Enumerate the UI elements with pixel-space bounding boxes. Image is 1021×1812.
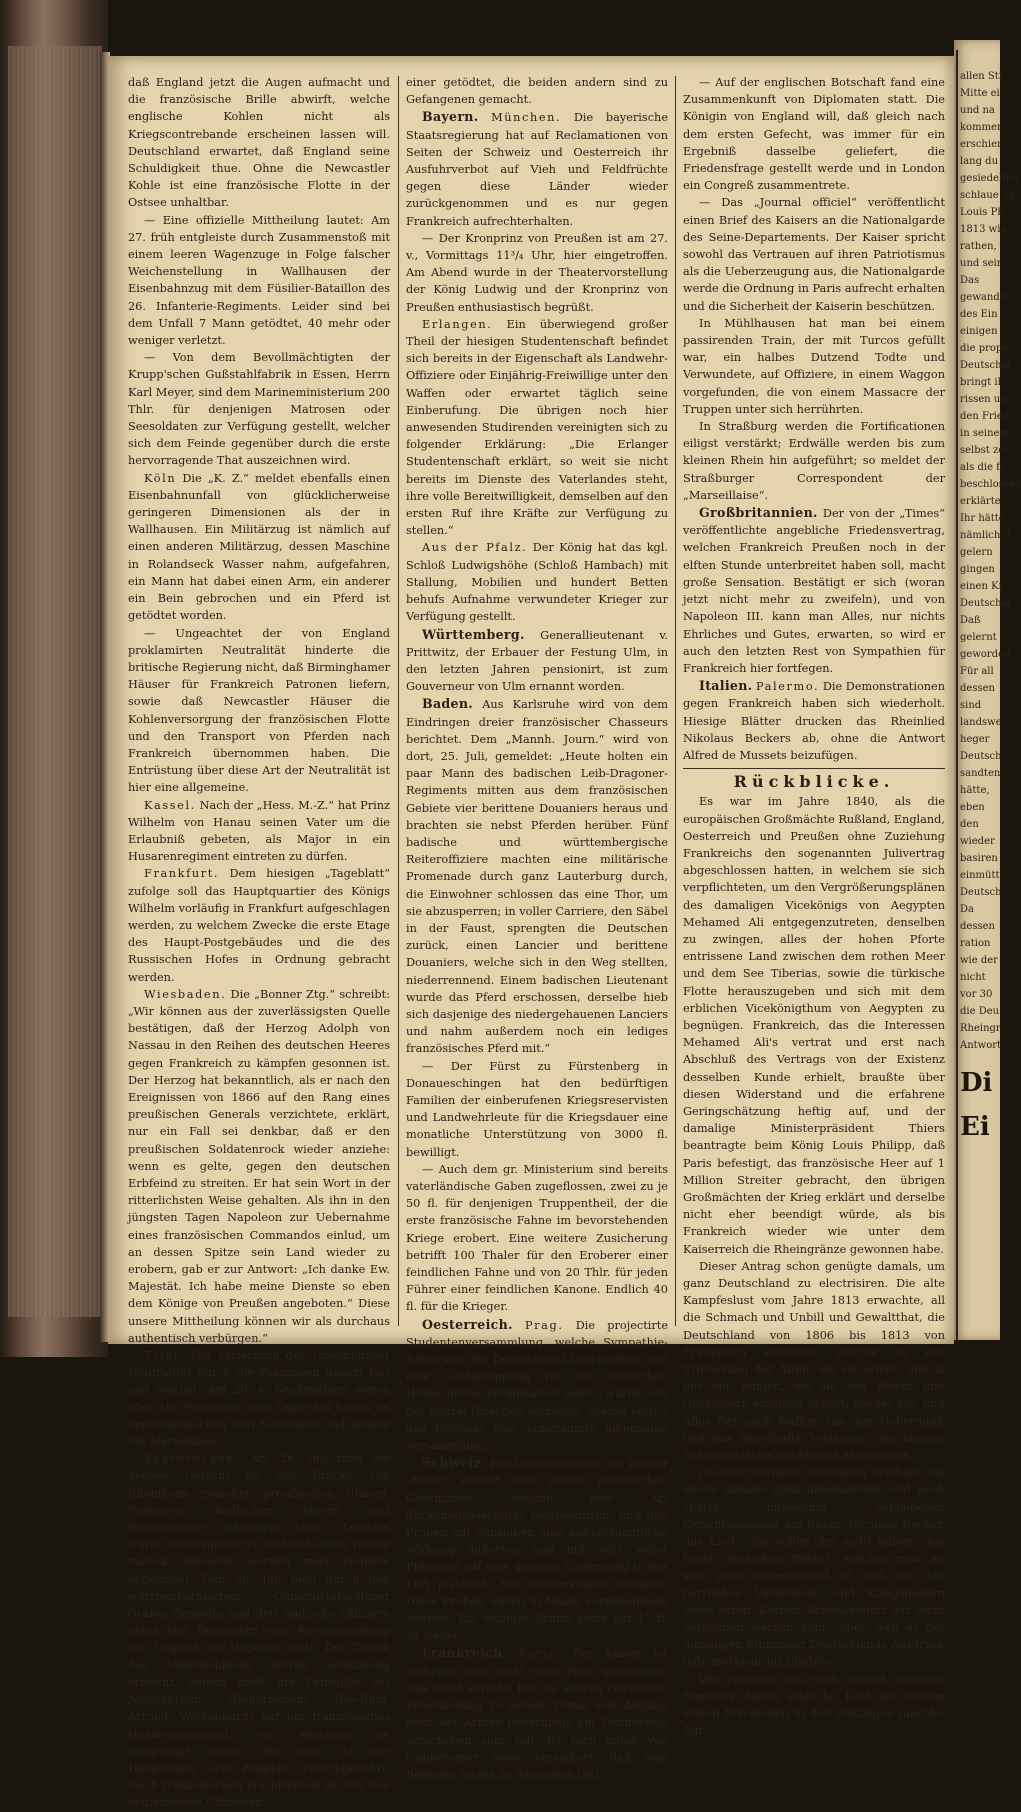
next-page-rule (956, 50, 958, 1340)
edge-text-line: dessen (960, 921, 995, 932)
article-paragraph (406, 1454, 668, 1644)
book-spine (0, 0, 108, 1357)
edge-text-line: des Ein (960, 309, 998, 320)
edge-text-line: die propo (960, 343, 1009, 354)
edge-text-line: Antwort (960, 1040, 1002, 1051)
newspaper-page (108, 56, 954, 1810)
dateline: Paris. (519, 1647, 561, 1661)
edge-text-line: sind (960, 700, 982, 711)
edge-text-line: lang du (960, 156, 999, 167)
spine-texture (8, 46, 102, 1317)
article-paragraph (406, 1161, 668, 1316)
article-text: Der Kaiser ist mehrere Tage nicht nach Paris gekommen, was nicht verfehlt hat, zu allerlei Gerüchten Veranlassung zu geben, zumal sein Abgang nach der Armee neuerdings auf Donnerstag verschoben sein soll. Es wird indeß von competenter Seite versichert, daß sein Befinden nichts zu wünschen läßt. (406, 1647, 668, 1781)
article-paragraph (683, 677, 945, 764)
edge-text-line: Das (960, 275, 980, 286)
article-paragraph (406, 626, 668, 696)
article-paragraph (128, 625, 390, 797)
article-paragraph (128, 797, 390, 866)
article-text: Am 26. Juli fand ein kleines Gefecht an der Brücke von Rheinheim zwischen preußischen Ulanen, Pionieren, badischen Jägern und französischer Infanterie statt; Letztere wurde zurückgeworfen und ließ einen Todten zurück, diesseits wurden zwei Pioniere verwundet. Den 26. Juli fand durch den württembergischen Generalstabsoffizier Grafen Zeppelin und drei badische Offiziere nebst vier Dragonern eine Recognoscirung der Gegend um Hagenau statt. Der Zweck des Unternehmens wurde vollständig erreicht, jedoch stieß die Patrouille bei Niederbronn (Departement Bas-Rhin, Arrond. Weißenburg) auf ein französisches Husarenregiment, von welchem sie zersprengt wurde. Bis jetzt ist nur Hauptmann Graf Zeppelin zurückgekehrt. Nach französischen Nachrichten ist von den begleitenden Offizieren (128, 1452, 390, 1810)
article-text: Dem hiesigen „Tageblatt“ zufolge soll das Hauptquartier des Königs Wilhelm vorläufig in Frankfurt aufgeschlagen werden, zu welchem Zwecke die erste Etage des Haupt-Postgebäudes und die des Russischen Hofes in Ordnung gebracht werden. (128, 867, 390, 984)
edge-text-line: heger (960, 734, 990, 745)
article-paragraph (406, 539, 668, 625)
dateline: Erlangen. (422, 317, 493, 331)
edge-text-line: Louis Ph (960, 207, 1004, 218)
edge-text-line: selbst zer (960, 445, 1009, 456)
article-text: — Der Kronprinz von Preußen ist am 27. v., Vormittags 11³/₄ Uhr, hier eingetroffen. Am Abend wurde in der Theatervorstellung der König Ludwig und der Kronprinz von Preußen enthusiastisch begrüßt. (406, 231, 668, 314)
article-text: Der von der „Times“ veröffentlichte angebliche Friedensvertrag, welchen Frankreich Preußen noch in der elften Stunde unterbreitet haben soll, macht große Sensation. Bestätigt er sich (woran jetzt nicht mehr zu zweifeln), und von Napoleon III. kann man Alles, nur nichts Ehrliches und Gutes, erwarten, so wird er auch den letzten Rest von Sympathien für Frankreich hier fortfegen. (683, 507, 945, 675)
column-2 (406, 74, 669, 1781)
edge-text-line: schlaue un (960, 190, 1015, 201)
article-text: Die Verletzung der Luxemburger Neutralität durch die Franzosen dauert fort und wächst. Am 26. v. Nachmittags waren über 100 Franzosen vom Lager bei Sierck im luxemburgischen Dorf Schlengen und sangen die Marseillaise. (128, 1349, 390, 1449)
edge-text-line: basiren (960, 853, 998, 864)
article-paragraph (406, 108, 668, 229)
article-paragraph (128, 1347, 390, 1450)
edge-text-line: nicht (960, 972, 986, 983)
article-text: Generallieutenant v. Prittwitz, der Erbauer der Festung Ulm, in den letzten Jahren pensionirt, ist zum Gouverneur von Ulm ernannt worden. (406, 628, 668, 694)
edge-text-line: wieder (960, 836, 995, 847)
next-page-text (960, 68, 1021, 1142)
dateline: Saarbrücken. (144, 1452, 241, 1466)
article-paragraph (128, 212, 390, 350)
article-paragraph (683, 1258, 945, 1464)
article-title: Frankreich. (422, 1645, 508, 1661)
edge-text-line: in seinem (960, 428, 1009, 439)
dateline: Wiesbaden. (144, 987, 227, 1001)
edge-text-line: Deutsch (960, 751, 1002, 762)
edge-text-line: gesiedelten (960, 173, 1019, 184)
article-title: Oesterreich. (422, 1316, 513, 1332)
edge-text-line: hätte, (960, 785, 990, 796)
edge-text-line: erschien (960, 139, 1004, 150)
edge-text-line: Daß (960, 615, 981, 626)
column-3 (683, 74, 945, 1738)
dateline: Aus der Pfalz. (422, 541, 528, 555)
edge-headline: Di (960, 1068, 993, 1098)
article-text: Ein überwiegend großer Theil der hiesigen Studentenschaft befindet sich bereits in der Eigenschaft als Landwehr-Offiziere oder Einjährig-Freiwillige unter den Waffen oder erwartet täglich seine Einberufung. Die übrigen noch hier anwesenden Studirenden vereinigten sich zu folgender Erklärung: „Die Erlanger Studentenschaft erklärt, so weit sie nicht bereits im Dienste des Vaterlandes steht, ihre volle Bereitwilligkeit, demselben auf den ersten Ruf ihre Kräfte zur Verfügung zu stellen.“ (406, 317, 668, 538)
article-text: Die „Bonner Ztg.“ schreibt: „Wir können aus der zuverlässigsten Quelle bestätigen, daß der Herzog Adolph von Nassau in den Reihen des deutschen Heeres gegen Frankreich zu kämpfen gesonnen ist. Der Herzog hat bekanntlich, als er nach den Ereignissen von 1866 auf den Rang eines preußischen Generals verzichtete, erklärt, nur ein Fall sei denkbar, daß er den preußischen Soldatenrock wieder anziehe: wenn es gelte, gegen den deutschen Erbfeind zu streiten. Er hat sein Wort in der ritterlichsten Weise gehalten. Als ihn in den jüngsten Tagen Napoleon zur Uebernahme eines französischen Commandos einlud, um an dessen Spitze sein Land wieder zu erobern, gab er zur Antwort: „Ich danke Ew. Majestät. Ich habe meine Dienste so eben dem Könige von Preußen angeboten.“ Diese unsere Mittheilung können wir als durchaus authentisch verbürgen.“ (128, 987, 390, 1345)
column-1 (128, 74, 390, 1810)
article-text: In Straßburg werden die Fortificationen eiligst verstärkt; Erdwälle werden bis zum kleinen Rhein hin aufgeführt; so meldet der Straßburger Correspondent der „Marseillaise“. (683, 420, 945, 502)
edge-text-line: die Deu (960, 1006, 1000, 1017)
edge-text-line: eben (960, 802, 985, 813)
edge-text-line: Mitte ei (960, 88, 1000, 99)
article-paragraph (683, 793, 945, 1257)
article-text: Dieser Antrag schon genügte damals, um ganz Deutschland zu electrisiren. Die alte Kampfeslust vom Jahre 1813 erwachte, all die Schmach und Unbill und Gewaltthat, die Deutschland von 1806 bis 1813 von Frankreich erfahren, wachte in der Erinnerung der Alten, die sie erlebt, und in der der Jungen, die sie von Vätern und Großvätern erzählen gehört, wieder auf, und Alles rief nach Waffen, um den Uebermuth und das frevelhafte Verlangen des kleinen Schreiministers gebührend abzuweisen. (683, 1259, 945, 1463)
edge-text-line: rissen un (960, 394, 1007, 405)
article-paragraph (683, 504, 945, 677)
article-paragraph (128, 865, 390, 985)
article-paragraph (406, 74, 668, 108)
edge-text-line: Für all (960, 666, 994, 677)
next-page-edge (954, 40, 1021, 1340)
article-text: Aus Karlsruhe wird von dem Eindringen dreier französischer Chasseurs berichtet. Dem „Mannh. Journ.“ wird von dort, 25. Juli, gemeldet: „Heute holten ein paar Mann des badischen Leib-Dragoner-Regiments mitten aus dem französischen Gebiete vier berittene Douaniers heraus und brachten sie nebst Pferden herüber. Fünf badische und württembergische Reiteroffiziere machten eine militärische Promenade durch ganz Lauterburg durch, die Einwohner schlossen das eine Thor, um sie abzusperren; in voller Carriere, den Säbel in der Faust, sprengten die Deutschen zurück, einen Lancier und berittene Douaniers, welche sich in den Weg stellten, niederrennend. Einem badischen Lieutenant wurde das Pferd erschossen, derselbe hieb sich dasjenige des niedergehauenen Lanciers und nahm außerdem noch ein lediges französisches Pferd mit.“ (406, 698, 668, 1056)
article-text: Die bayerische Staatsregierung hat auf Reclamationen von Seiten der Schweiz und Oesterreich ihr Ausfuhrverbot auf Vieh und Feldfrüchte gegen diese Länder wieder zurückgenommen und es nur gegen Frankreich aufrechterhalten. (406, 111, 668, 228)
edge-text-line: Deutschla (960, 598, 1011, 609)
edge-headline: Ei (960, 1112, 990, 1142)
edge-text-line: erklärte. (960, 496, 1004, 507)
article-paragraph (128, 470, 390, 625)
edge-text-line: Da (960, 904, 974, 915)
article-title: Baden. (422, 696, 473, 712)
article-paragraph (128, 1450, 390, 1811)
article-paragraph (406, 1644, 668, 1783)
article-title: Schweiz. (422, 1455, 486, 1471)
edge-text-line: den (960, 819, 979, 830)
article-text: daß England jetzt die Augen aufmacht und die französische Brille abwirft, welche englische Kohlen nicht als Kriegscontrebande erscheinen lassen will. Deutschland erwartet, daß England seine Schuldigkeit thue. Ohne die Newcastler Kohle ist eine französische Flotte in der Ostsee unhaltbar. (128, 76, 390, 210)
edge-text-line: kommen, (960, 122, 1007, 133)
edge-text-line: einen Kr (960, 581, 1004, 592)
edge-text-line: ration (960, 938, 991, 949)
edge-text-line: landswe (960, 717, 1002, 728)
article-title: Italien. (699, 678, 753, 694)
edge-text-line: vor 30 (960, 989, 993, 1000)
edge-text-line: rathen, (960, 241, 997, 252)
dateline: Köln (144, 471, 177, 485)
edge-text-line: Deutsch (960, 887, 1002, 898)
article-text: Wir erinnern uns noch lebhaft, welchen Eindruck dieses einfache Lied bei seinem ersten Erscheinen in den Zeitungen machte. Auf (683, 1672, 945, 1738)
article-text: Ein Correspondent des Berner „Bund“ erfährt von neuen preußischen Geschützen, welche eine Art Shrapnellsgeschütze repräsentiren, und daß Proben mit denselben eine außerordentliche Wirkung äußerten und mit sehr vieler Präcision auf eine gewisse Entfernung in der Luft platzend, 360 Flintenkugeln streuten. Diese Proben wären in Mainz vorgenommen worden. Ein einziger Schuß käme auf 17 fl. zu stehen. (406, 1457, 669, 1643)
article-text: — Eine offizielle Mittheilung lautet: Am 27. früh entgleiste durch Zusammenstoß mit einem leeren Wagenzuge in Folge falscher Weichenstellung in Wallhausen der Eisenbahnzug mit dem Füsilier-Bataillon des 26. Infanterie-Regiments. Leider sind bei dem Unfall 7 Mann getödtet, 40 mehr oder weniger verletzt. (128, 213, 390, 348)
edge-text-line: als die fr (960, 462, 1005, 473)
dateline: Frankfurt. (144, 867, 220, 881)
edge-text-line: allen Sti (960, 71, 1002, 82)
article-paragraph (406, 316, 668, 540)
article-text: Nach der „Hess. M.-Z.“ hat Prinz Wilhelm von Hanau seinen Vater um die Erlaubniß gebeten, als Major in ein Husarenregiment eintreten zu dürfen. (128, 798, 390, 864)
edge-text-line: beschlossen (960, 479, 1021, 490)
article-text: In dieser erregten Stimmung erschien von einem damals ganz unbekannten und auch später unbekannt gebliebenen Gerichtsassessor am Rhein, Nicolaus Becker, das Lied: „Sie sollen ihn nicht haben, den freien deutschen Rhein“, welches zwar an sich ganz unbedeutend ist und mit den herrlichen Vaterlands- und Kriegsliedern eines Arndt, Körner, Schenkendorf gar nicht verglichen werden kann, aber, weil es der damaligen Stimmung Deutschlands Ausdruck gab, merkwürdig zündete. (683, 1466, 945, 1669)
edge-text-line: und sein (960, 258, 1004, 269)
edge-text-line: den Fried (960, 411, 1010, 422)
edge-text-line: wie der (960, 955, 998, 966)
article-title: Bayern. (422, 109, 479, 125)
article-paragraph (683, 315, 945, 418)
edge-text-line: Deutschla (960, 360, 1011, 371)
article-paragraph (406, 1058, 668, 1161)
edge-text-line: gingen (960, 564, 995, 575)
edge-text-line: gewandte (960, 292, 1010, 303)
article-text: Es war im Jahre 1840, als die europäischen Großmächte Rußland, England, Oesterreich und Preußen ohne Zuziehung Frankreichs den sogenannten Julivertrag abgeschlossen hatten, in welchem sie sich verpflichteten, um den Vergrößerungsplänen des damaligen Vicekönigs von Aegypten Mehamed Ali entgegenzutreten, denselben zu zwingen, alles der hohen Pforte entrissene Land zwischen dem rothen Meer und dem See Tiberias, sowie die türkische Flotte herauszugeben und sich mit dem erblichen Vicekönigthum von Aegypten zu begnügen. Frankreich, das die Interessen Mehamed Ali's vertrat und erst nach Abschluß des Vertrags von der Existenz desselben Kunde erhielt, braußte über diesen Widerstand und die erfahrene Geringschätzung heftig auf, und der damalige Ministerpräsident Thiers beantragte beim König Louis Philipp, daß Paris befestigt, das französische Heer auf 1 Million Streiter gebracht, den übrigen Großmächten der Krieg erklärt und derselbe nicht eher beendigt würde, als bis Frankreich wieder wie unter dem Kaiserreich die Rheingränze gewonnen habe. (683, 795, 945, 1256)
edge-text-line: bringt ih (960, 377, 1005, 388)
article-text: Der König hat das kgl. Schloß Ludwigshöhe (Schloß Hambach) mit Stallung, Mobilien und hundert Betten behufs Aufnahme verwundeter Krieger zur Verfügung gestellt. (406, 541, 668, 624)
column-rule (398, 76, 399, 1326)
article-text: — Das „Journal officiel“ veröffentlicht einen Brief des Kaisers an die Nationalgarde des Seine-Departements. Der Kaiser spricht sowohl das Vertrauen auf ihren Patriotismus als die Ueberzeugung aus, die Nationalgarde werde die Ordnung in Paris aufrecht erhalten und die Sicherheit der Kaiserin beschützen. (683, 196, 945, 313)
edge-text-line: sandten (960, 768, 1001, 779)
edge-text-line: geworden (960, 649, 1011, 660)
article-paragraph (128, 74, 390, 212)
article-text: — Von dem Bevollmächtigten der Krupp'schen Gußstahlfabrik in Essen, Herrn Karl Meyer, sind dem Marineministerium 200 Thlr. für denjenigen Matrosen oder Seesoldaten zur Verfügung gestellt, welcher sich dem Feinde gegenüber durch die erste hervorragende That auszeichnen wird. (128, 351, 390, 468)
edge-text-line: 1813 wie (960, 224, 1007, 235)
article-paragraph (406, 230, 668, 316)
article-paragraph (406, 695, 668, 1057)
article-text: Die Demonstrationen gegen Frankreich haben sich wiederholt. Hiesige Blätter drucken das Rheinlied Nikolaus Beckers ab, ohne die Antwort Alfred de Mussets beizufügen. (683, 680, 945, 762)
article-paragraph (128, 986, 390, 1347)
article-paragraph (406, 1316, 668, 1455)
article-paragraph (683, 194, 945, 314)
article-text: In Mühlhausen hat man bei einem passirenden Train, der mit Turcos gefüllt war, ein halbes Dutzend Todte und Verwundete, auf Offiziere, in einem Waggon vorgefunden, die von einem Massacre der Truppen unter sich herrührten. (683, 316, 945, 416)
article-text: Die projectirte Studentenversammlung, welche Sympathie-Erklärung für Deutschland beschließen und eine Geldsammlung für die deutschen Hülfscomites veranstalten sollte, wurde von der Polizei-Direction verboten, ebenso verbot das Rectorat eine anberaumte allgemeine Versammlung. (406, 1318, 669, 1453)
edge-text-line: nämlich d (960, 530, 1010, 541)
article-paragraph (683, 74, 945, 194)
section-heading: Rückblicke. (683, 768, 945, 790)
article-text: — Der Fürst zu Fürstenberg in Donaueschingen hat den bedürftigen Familien der einberufenen Kriegsreservisten und Landwehrleute für die Kriegsdauer eine monatliche Unterstützung von 3000 fl. bewilligt. (406, 1059, 668, 1159)
dateline: Prag. (524, 1318, 564, 1332)
edge-text-line: Ihr hätte (960, 513, 1005, 524)
article-title: Großbritannien. (699, 505, 818, 521)
article-text: — Auf der englischen Botschaft fand eine Zusammenkunft von Diplomaten statt. Die Königin von England will, daß gleich nach dem ersten Gefecht, was immer für ein Ergebniß dasselbe geliefert, die Friedensfrage gestellt werde und in London ein Congreß zusammentrete. (683, 76, 945, 193)
edge-text-line: gelernt (960, 632, 997, 643)
article-paragraph (128, 349, 390, 469)
article-text: Die „K. Z.“ meldet ebenfalls einen Eisenbahnunfall von glücklicherweise geringeren Dimensionen als der in Wallhausen. Ein Militärzug ist nämlich auf einen anderen Militärzug, dessen Maschine in Rolandseck Wasser nahm, aufgefahren, ein Mann hat dabei einen Arm, ein anderer ein Bein gebrochen und ein Pferd ist getödtet worden. (128, 471, 390, 623)
edge-text-line: und na (960, 105, 995, 116)
article-paragraph (683, 418, 945, 504)
article-paragraph (683, 1464, 945, 1670)
dateline: Palermo. (756, 680, 820, 694)
dateline: Kassel. (144, 798, 196, 812)
edge-text-line: gelern (960, 547, 993, 558)
edge-text-line: einigen (960, 326, 998, 337)
edge-text-line: Rheingr (960, 1023, 1001, 1034)
article-title: Württemberg. (422, 626, 525, 642)
column-rule (675, 76, 676, 1326)
article-text: — Ungeachtet der von England proklamirten Neutralität hinderte die britische Regierung nicht, daß Birminghamer Häuser für Frankreich Patronen liefern, sowie daß Newcastler Häuser die Kohlenversorgung der französischen Flotte und den Transport von Pferden nach Frankreich übernommen haben. Die Entrüstung über diese Art der Neutralität ist hier eine allgemeine. (128, 626, 390, 795)
edge-text-line: einmütt (960, 870, 1000, 881)
article-text: — Auch dem gr. Ministerium sind bereits vaterländische Gaben zugeflossen, zwei zu je 50 fl. für denjenigen Truppentheil, der die erste französische Fahne im bevorstehenden Kriege erobert. Eine weitere Zusicherung betrifft 100 Thaler für den Eroberer einer feindlichen Fahne und von 20 Thlr. für jeden Führer einer feindlichen Kanone. Endlich 40 fl. für die Krieger. (406, 1162, 668, 1314)
article-text: einer getödtet, die beiden andern sind zu Gefangenen gemacht. (406, 76, 668, 107)
dateline: München. (491, 111, 562, 125)
edge-text-line: dessen (960, 683, 995, 694)
dateline: Trier. (144, 1349, 185, 1363)
article-paragraph (683, 1671, 945, 1740)
